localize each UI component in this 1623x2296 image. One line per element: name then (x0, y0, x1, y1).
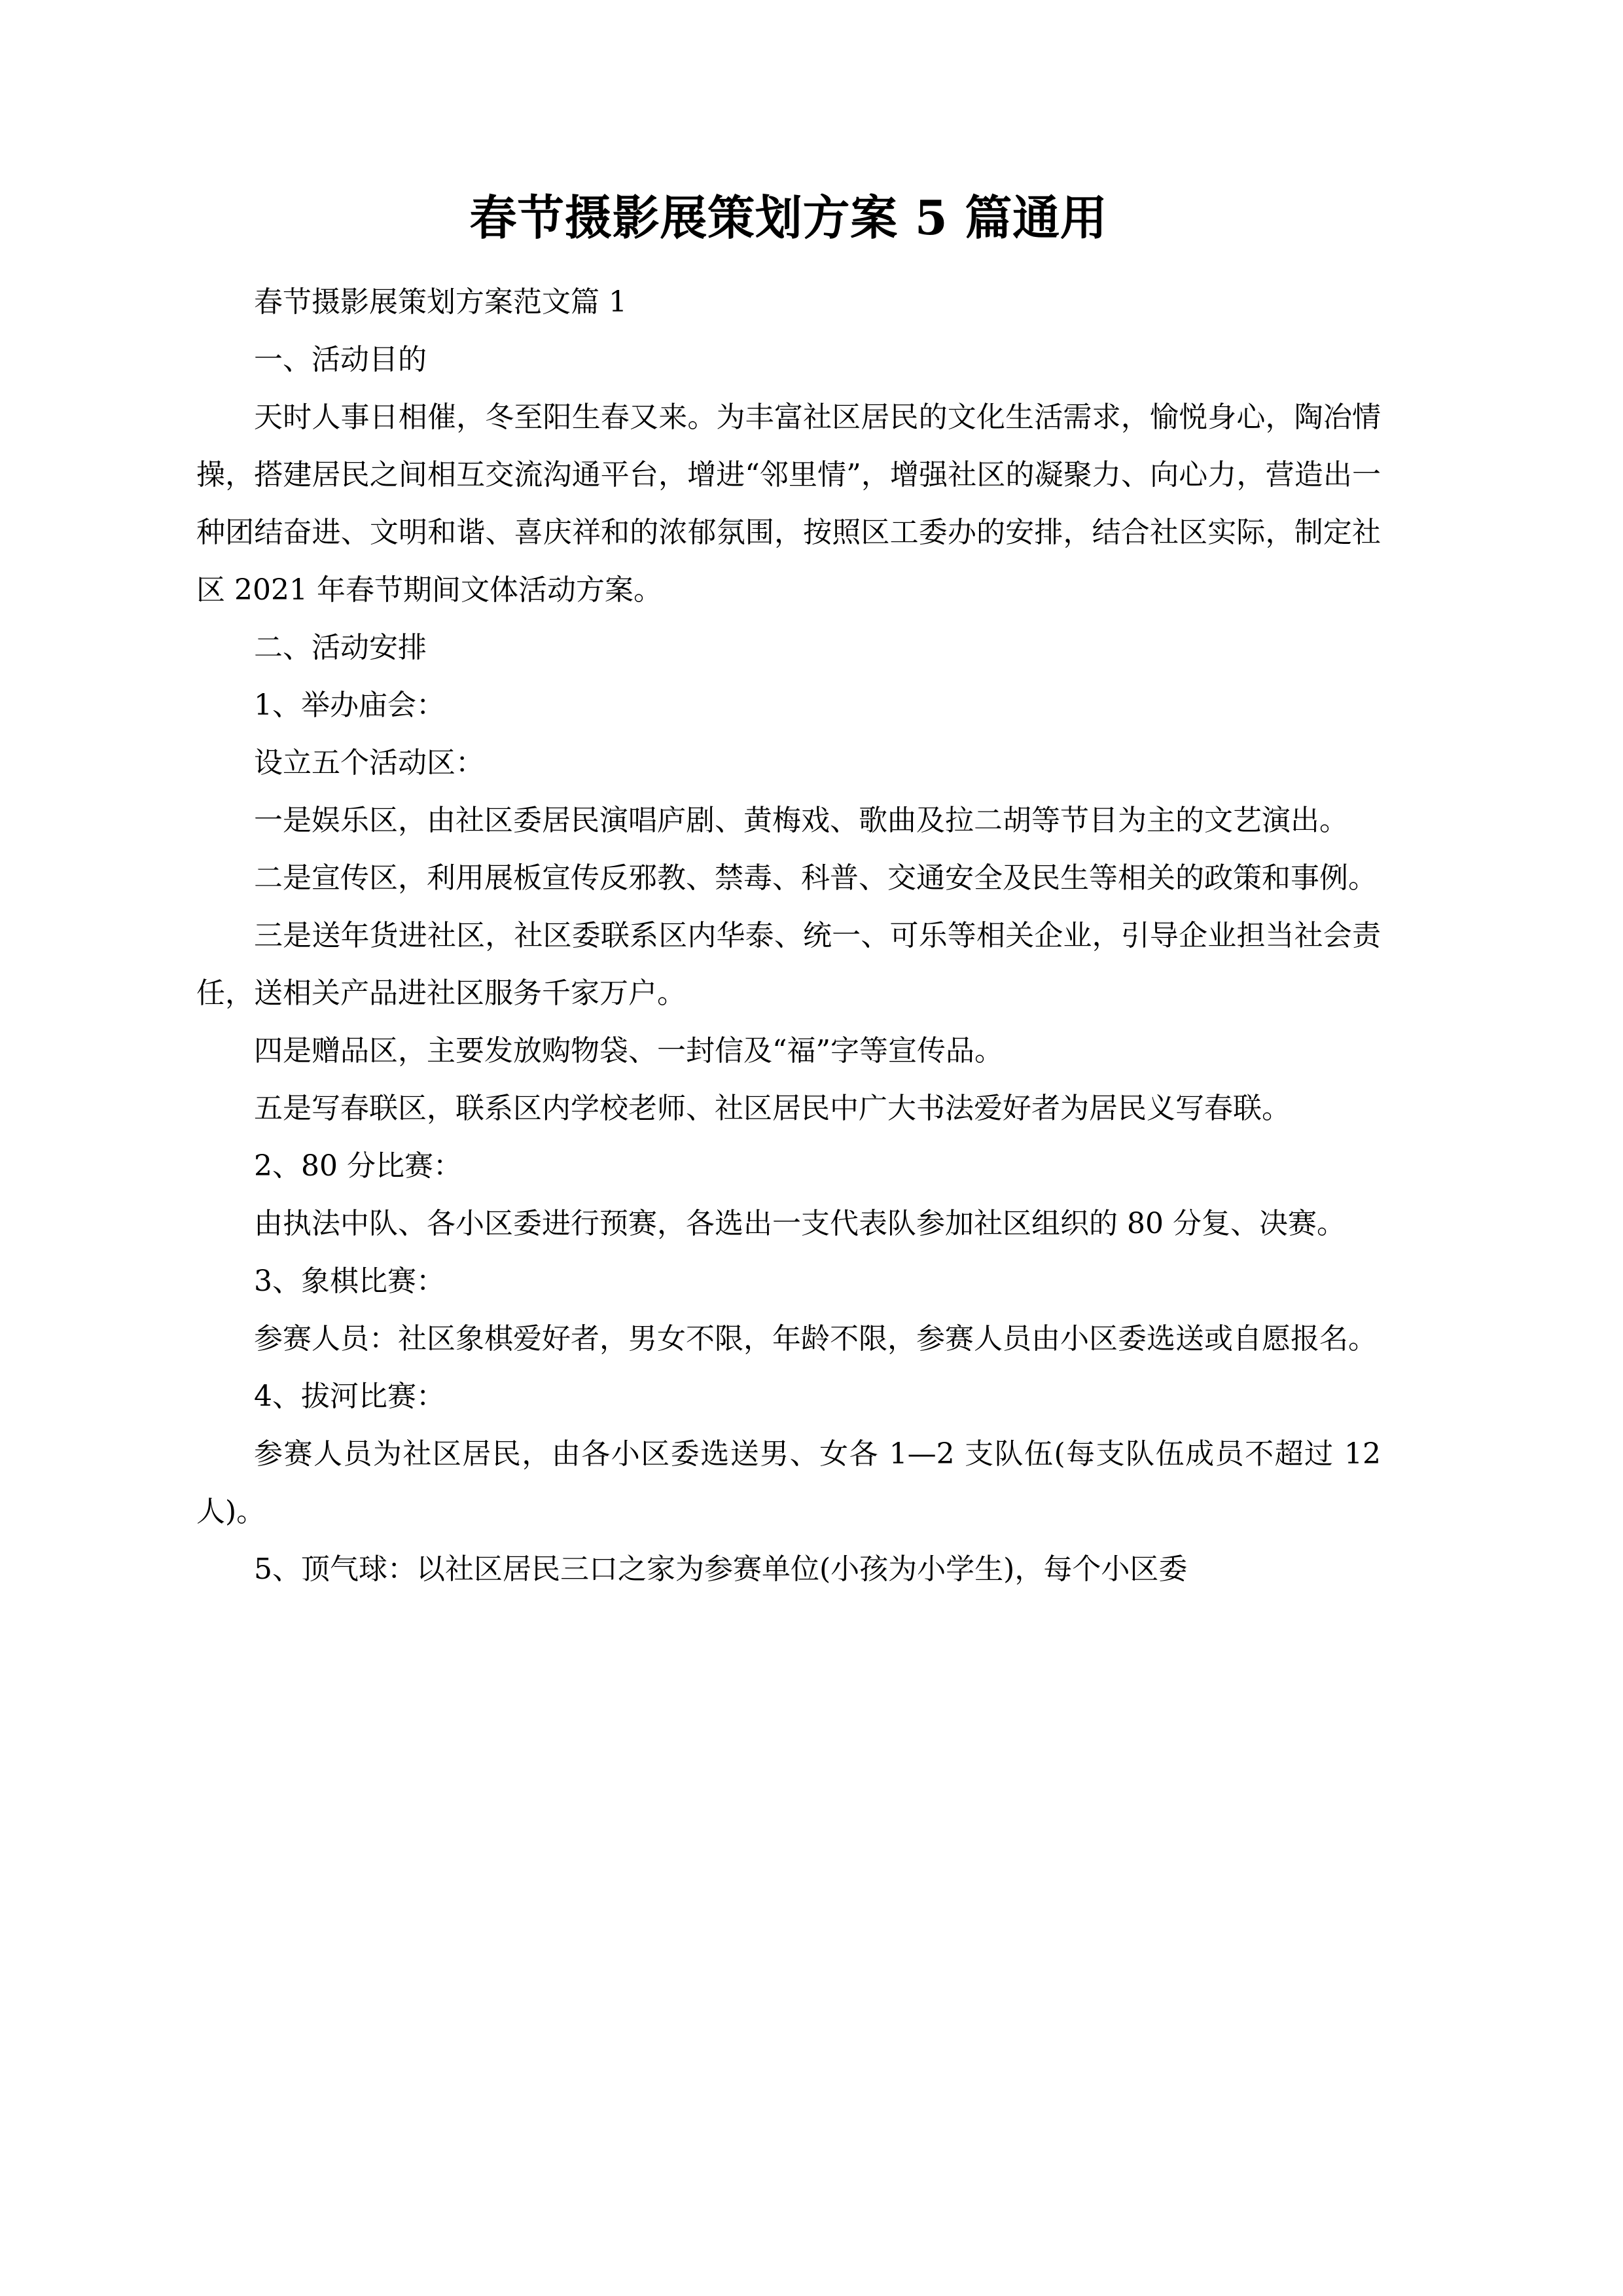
paragraph-item-balloon-game: 5、顶气球：以社区居民三口之家为参赛单位(小孩为小学生)，每个小区委 (254, 1552, 1188, 1586)
paragraph-purpose-body: 天时人事日相催，冬至阳生春又来。为丰富社区居民的文化生活需求，愉悦身心，陶冶情操，搭建居民之间相互交流沟通平台，增进“邻里情”，增强社区的凝聚力、向心力，营造出一种团结奋进、文明和谐、喜庆祥和的浓郁氛围，按照区工委办的安排，结合社区实际，制定社区 2021 年春节期间文体活动方案。 (196, 401, 1381, 607)
paragraph-item-80points-match: 2、80 分比赛： (254, 1149, 462, 1183)
paragraph-chess-participants: 参赛人员：社区象棋爱好者，男女不限，年龄不限，参赛人员由小区委选送或自愿报名。 (254, 1322, 1377, 1355)
paragraph-80points-detail: 由执法中队、各小区委进行预赛，各选出一支代表队参加社区组织的 80 分复、决赛。 (254, 1207, 1346, 1240)
document-content (196, 0, 1381, 1598)
paragraph-zone-gifts: 四是赠品区，主要发放购物袋、一封信及“福”字等宣传品。 (254, 1034, 1003, 1067)
paragraph-tugofwar-participants: 参赛人员为社区居民，由各小区委选送男、女各 1—2 支队伍(每支队伍成员不超过 12 人)。 (196, 1437, 1381, 1528)
paragraph-zone-couplets: 五是写春联区，联系区内学校老师、社区居民中广大书法爱好者为居民义写春联。 (254, 1092, 1291, 1125)
paragraph-zone-entertainment: 一是娱乐区，由社区委居民演唱庐剧、黄梅戏、歌曲及拉二胡等节目为主的文艺演出。 (254, 804, 1348, 837)
paragraph-zone-newyear-goods: 三是送年货进社区，社区委联系区内华泰、统一、可乐等相关企业，引导企业担当社会责任，送相关产品进社区服务千家万户。 (196, 919, 1381, 1010)
page-title: 春节摄影展策划方案 5 篇通用 (469, 190, 1108, 245)
paragraph-item-chess-match: 3、象棋比赛： (254, 1265, 445, 1298)
paragraph-section-purpose: 一、活动目的 (254, 343, 427, 376)
paragraph-item-temple-fair: 1、举办庙会： (254, 689, 445, 722)
paragraph-five-zones-intro: 设立五个活动区： (254, 746, 484, 780)
paragraph-zone-publicity: 二是宣传区，利用展板宣传反邪教、禁毒、科普、交通安全及民生等相关的政策和事例。 (254, 861, 1377, 895)
paragraph-sample-heading: 春节摄影展策划方案范文篇 1 (254, 285, 627, 319)
paragraph-item-tugofwar-match: 4、拔河比赛： (254, 1380, 445, 1413)
paragraph-section-arrangement: 二、活动安排 (254, 631, 427, 664)
